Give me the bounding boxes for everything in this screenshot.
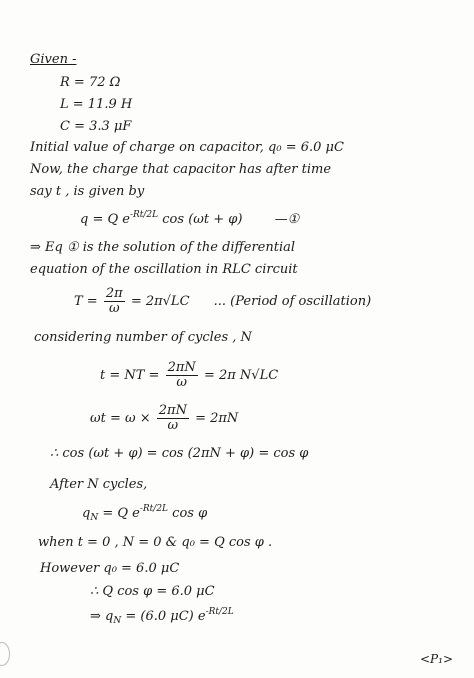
eq1-lhs: q = Q e bbox=[80, 212, 130, 227]
initial-charge-line: Initial value of charge on capacitor, q₀ = 6.0 μC bbox=[30, 140, 344, 155]
however-line: However q₀ = 6.0 μC bbox=[40, 561, 180, 576]
given-heading: Given - bbox=[30, 52, 77, 67]
period-denominator: ω bbox=[108, 301, 120, 316]
period-fraction bbox=[104, 287, 125, 316]
equation-1 bbox=[80, 212, 299, 229]
time-numerator: 2πN bbox=[167, 360, 196, 375]
qn-exponent: -Rt/2L bbox=[139, 504, 169, 514]
considering-line: considering number of cycles , N bbox=[34, 330, 252, 345]
omega-t-equation bbox=[90, 404, 238, 433]
given-resistance: R = 72 Ω bbox=[60, 75, 121, 90]
time-lhs: t = NT = bbox=[100, 368, 160, 383]
period-equals: = 2π√LC bbox=[130, 294, 190, 309]
time-rhs: = 2π N√LC bbox=[203, 368, 279, 383]
therefore-cos-line: ∴ cos (ωt + φ) = cos (2πN + φ) = cos φ bbox=[50, 446, 309, 461]
final-lhs: ⇒ q bbox=[90, 609, 114, 624]
omega-t-denominator: ω bbox=[167, 418, 179, 433]
final-mid: = (6.0 μC) e bbox=[125, 609, 206, 624]
when-line: when t = 0 , N = 0 & q₀ = Q cos φ . bbox=[38, 535, 273, 550]
eq1-tag: —① bbox=[274, 212, 300, 227]
qn-mid: = Q e bbox=[102, 506, 140, 521]
implies-line: ⇒ Eq ① is the solution of the differential bbox=[30, 240, 296, 255]
equation-description-line: equation of the oscillation in RLC circuit bbox=[30, 262, 298, 277]
omega-t-fraction bbox=[157, 404, 189, 433]
final-exponent: -Rt/2L bbox=[205, 607, 234, 617]
omega-t-rhs: = 2πN bbox=[195, 411, 239, 426]
period-equation bbox=[74, 287, 371, 316]
period-note: ... (Period of oscillation) bbox=[213, 294, 372, 309]
time-equation bbox=[100, 361, 278, 390]
qn-rest: cos φ bbox=[172, 506, 208, 521]
say-t-line: say t , is given by bbox=[30, 184, 145, 199]
after-cycles-line: After N cycles, bbox=[50, 477, 148, 492]
given-inductance: L = 11.9 H bbox=[60, 97, 133, 112]
charge-after-n-cycles bbox=[82, 506, 207, 523]
given-capacitance: C = 3.3 μF bbox=[60, 119, 132, 134]
page-number: <P₁> bbox=[420, 652, 453, 666]
margin-mark bbox=[0, 642, 10, 666]
omega-t-numerator: 2πN bbox=[158, 403, 187, 418]
time-fraction bbox=[166, 361, 198, 390]
now-line: Now, the charge that capacitor has after time bbox=[30, 162, 332, 177]
qn-lhs: q bbox=[82, 506, 91, 521]
final-subscript: N bbox=[113, 616, 122, 626]
final-equation bbox=[90, 609, 234, 626]
time-denominator: ω bbox=[176, 375, 187, 390]
period-lhs: T = bbox=[74, 294, 98, 309]
qn-subscript: N bbox=[90, 513, 99, 523]
period-numerator: 2π bbox=[105, 286, 123, 301]
q-cos-line: ∴ Q cos φ = 6.0 μC bbox=[90, 584, 215, 599]
eq1-exponent: -Rt/2L bbox=[129, 210, 159, 220]
eq1-rest: cos (ωt + φ) bbox=[162, 212, 243, 227]
omega-t-lhs: ωt = ω × bbox=[90, 411, 151, 426]
